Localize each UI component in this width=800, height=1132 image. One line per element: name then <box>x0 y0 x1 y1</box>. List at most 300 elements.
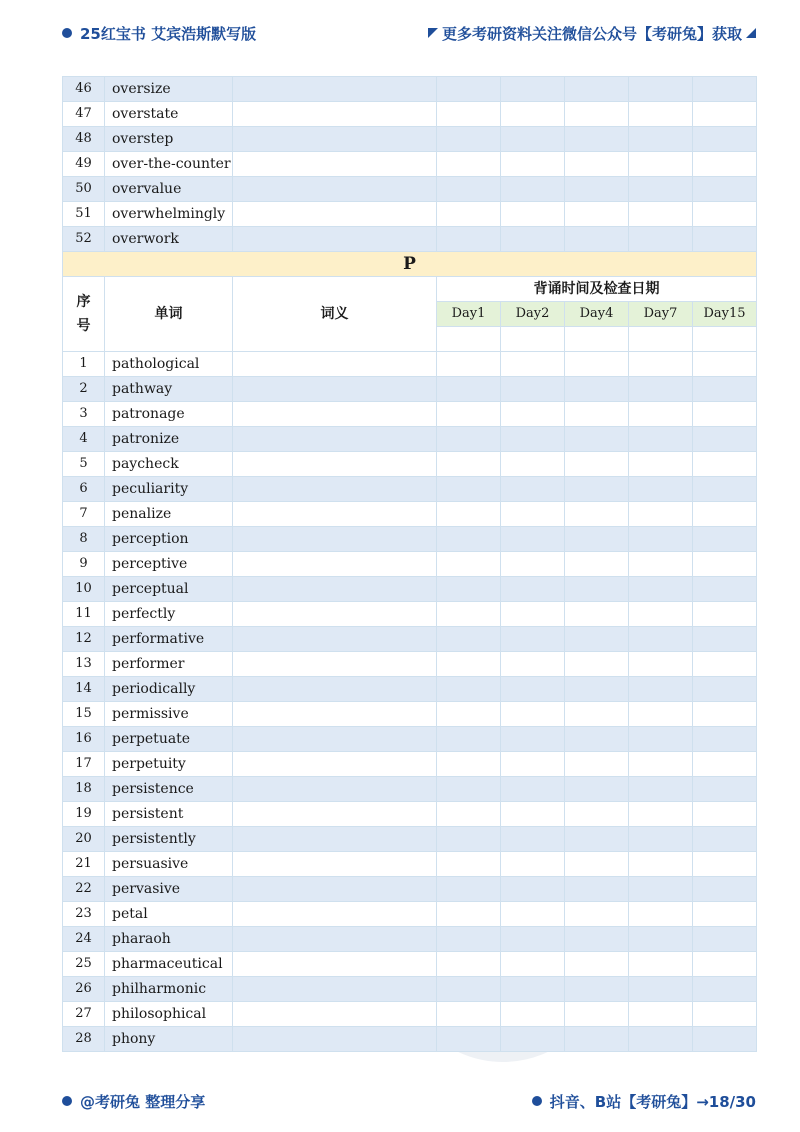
review-cell[interactable] <box>565 452 629 477</box>
review-cell[interactable] <box>693 152 757 177</box>
review-cell[interactable] <box>501 652 565 677</box>
review-cell[interactable] <box>501 502 565 527</box>
meaning-cell[interactable] <box>233 127 437 152</box>
review-cell[interactable] <box>629 627 693 652</box>
header-meaning: 词义 <box>233 277 437 352</box>
review-cell[interactable] <box>437 1027 501 1052</box>
review-cell[interactable] <box>629 1027 693 1052</box>
check-cell <box>565 327 629 352</box>
meaning-cell[interactable] <box>233 727 437 752</box>
row-word: petal <box>105 902 233 927</box>
header-day2: Day2 <box>501 302 565 327</box>
review-cell[interactable] <box>693 802 757 827</box>
row-word: perception <box>105 527 233 552</box>
meaning-cell[interactable] <box>233 227 437 252</box>
column-header-row <box>63 277 757 302</box>
row-number: 9 <box>63 552 105 577</box>
review-cell[interactable] <box>629 152 693 177</box>
review-cell[interactable] <box>437 152 501 177</box>
review-cell[interactable] <box>565 402 629 427</box>
check-cell <box>693 327 757 352</box>
bullet-dot-icon <box>62 1096 72 1106</box>
review-cell[interactable] <box>629 677 693 702</box>
row-number: 13 <box>63 652 105 677</box>
review-cell[interactable] <box>629 1002 693 1027</box>
row-word: performer <box>105 652 233 677</box>
footer-right <box>532 1091 756 1112</box>
meaning-cell[interactable] <box>233 352 437 377</box>
review-cell[interactable] <box>501 1002 565 1027</box>
review-cell[interactable] <box>629 927 693 952</box>
review-cell[interactable] <box>693 177 757 202</box>
table-row <box>63 677 757 702</box>
meaning-cell[interactable] <box>233 77 437 102</box>
review-cell[interactable] <box>693 102 757 127</box>
review-cell[interactable] <box>565 427 629 452</box>
review-cell[interactable] <box>437 427 501 452</box>
row-number: 4 <box>63 427 105 452</box>
review-cell[interactable] <box>565 202 629 227</box>
review-cell[interactable] <box>437 227 501 252</box>
review-cell[interactable] <box>437 502 501 527</box>
table-row <box>63 1027 757 1052</box>
table-row <box>63 127 757 152</box>
review-cell[interactable] <box>693 752 757 777</box>
review-cell[interactable] <box>437 752 501 777</box>
row-word: permissive <box>105 702 233 727</box>
review-cell[interactable] <box>501 702 565 727</box>
row-number: 24 <box>63 927 105 952</box>
row-word: performative <box>105 627 233 652</box>
review-cell[interactable] <box>501 727 565 752</box>
review-cell[interactable] <box>629 102 693 127</box>
review-cell[interactable] <box>565 952 629 977</box>
review-cell[interactable] <box>565 852 629 877</box>
review-cell[interactable] <box>693 1027 757 1052</box>
review-cell[interactable] <box>565 652 629 677</box>
review-cell[interactable] <box>501 927 565 952</box>
row-word: penalize <box>105 502 233 527</box>
row-word: perpetuate <box>105 727 233 752</box>
review-cell[interactable] <box>565 577 629 602</box>
row-word: periodically <box>105 677 233 702</box>
table-body-previous-section <box>63 77 757 252</box>
review-cell[interactable] <box>629 752 693 777</box>
row-word: philosophical <box>105 1002 233 1027</box>
table-row <box>63 777 757 802</box>
table-row <box>63 352 757 377</box>
review-cell[interactable] <box>693 927 757 952</box>
row-word: over-the-counter <box>105 152 233 177</box>
review-cell[interactable] <box>501 177 565 202</box>
row-word: peculiarity <box>105 477 233 502</box>
review-cell[interactable] <box>437 927 501 952</box>
review-cell[interactable] <box>437 902 501 927</box>
row-word: pervasive <box>105 877 233 902</box>
header-promo: 更多考研资料关注微信公众号【考研兔】获取 <box>441 24 742 43</box>
review-cell[interactable] <box>437 852 501 877</box>
review-cell[interactable] <box>693 427 757 452</box>
row-word: perceptive <box>105 552 233 577</box>
review-cell[interactable] <box>629 652 693 677</box>
review-cell[interactable] <box>437 652 501 677</box>
review-cell[interactable] <box>437 177 501 202</box>
row-word: oversize <box>105 77 233 102</box>
header-review-schedule: 背诵时间及检查日期 <box>437 277 757 302</box>
review-cell[interactable] <box>629 877 693 902</box>
review-cell[interactable] <box>565 152 629 177</box>
row-word: paycheck <box>105 452 233 477</box>
table-row <box>63 377 757 402</box>
review-cell[interactable] <box>693 352 757 377</box>
review-cell[interactable] <box>565 752 629 777</box>
review-cell[interactable] <box>629 227 693 252</box>
review-cell[interactable] <box>693 952 757 977</box>
review-cell[interactable] <box>501 202 565 227</box>
review-cell[interactable] <box>501 602 565 627</box>
review-cell[interactable] <box>629 202 693 227</box>
check-cell <box>501 327 565 352</box>
row-word: persistently <box>105 827 233 852</box>
review-cell[interactable] <box>501 852 565 877</box>
review-cell[interactable] <box>501 452 565 477</box>
table-row <box>63 927 757 952</box>
row-number: 12 <box>63 627 105 652</box>
review-cell[interactable] <box>437 802 501 827</box>
review-cell[interactable] <box>437 1002 501 1027</box>
review-cell[interactable] <box>437 77 501 102</box>
meaning-cell[interactable] <box>233 427 437 452</box>
review-cell[interactable] <box>565 77 629 102</box>
review-cell[interactable] <box>693 202 757 227</box>
table-row <box>63 77 757 102</box>
review-cell[interactable] <box>437 352 501 377</box>
review-cell[interactable] <box>693 452 757 477</box>
row-word: phony <box>105 1027 233 1052</box>
review-cell[interactable] <box>693 777 757 802</box>
review-cell[interactable] <box>501 227 565 252</box>
meaning-cell[interactable] <box>233 577 437 602</box>
review-cell[interactable] <box>693 1002 757 1027</box>
meaning-cell[interactable] <box>233 502 437 527</box>
meaning-cell[interactable] <box>233 827 437 852</box>
meaning-cell[interactable] <box>233 802 437 827</box>
review-cell[interactable] <box>437 777 501 802</box>
row-word: perceptual <box>105 577 233 602</box>
meaning-cell[interactable] <box>233 477 437 502</box>
review-cell[interactable] <box>565 777 629 802</box>
review-cell[interactable] <box>501 352 565 377</box>
review-cell[interactable] <box>501 752 565 777</box>
review-cell[interactable] <box>693 377 757 402</box>
review-cell[interactable] <box>693 827 757 852</box>
header-left <box>62 23 256 44</box>
review-cell[interactable] <box>437 377 501 402</box>
review-cell[interactable] <box>629 452 693 477</box>
review-cell[interactable] <box>693 902 757 927</box>
review-cell[interactable] <box>693 77 757 102</box>
row-word: pathway <box>105 377 233 402</box>
meaning-cell[interactable] <box>233 977 437 1002</box>
table-row <box>63 527 757 552</box>
review-cell[interactable] <box>437 402 501 427</box>
meaning-cell[interactable] <box>233 902 437 927</box>
review-cell[interactable] <box>501 127 565 152</box>
review-cell[interactable] <box>693 602 757 627</box>
review-cell[interactable] <box>565 127 629 152</box>
meaning-cell[interactable] <box>233 152 437 177</box>
row-number: 15 <box>63 702 105 727</box>
review-cell[interactable] <box>565 227 629 252</box>
review-cell[interactable] <box>501 902 565 927</box>
review-cell[interactable] <box>437 602 501 627</box>
header-right <box>428 23 756 44</box>
review-cell[interactable] <box>629 77 693 102</box>
review-cell[interactable] <box>565 1002 629 1027</box>
meaning-cell[interactable] <box>233 602 437 627</box>
footer-left <box>62 1091 205 1112</box>
review-cell[interactable] <box>629 577 693 602</box>
meaning-cell[interactable] <box>233 102 437 127</box>
row-word: overwhelmingly <box>105 202 233 227</box>
meaning-cell[interactable] <box>233 677 437 702</box>
review-cell[interactable] <box>501 152 565 177</box>
review-cell[interactable] <box>693 402 757 427</box>
review-cell[interactable] <box>693 877 757 902</box>
row-word: persistence <box>105 777 233 802</box>
review-cell[interactable] <box>693 702 757 727</box>
review-cell[interactable] <box>501 477 565 502</box>
review-cell[interactable] <box>629 602 693 627</box>
review-cell[interactable] <box>565 727 629 752</box>
table-row <box>63 552 757 577</box>
review-cell[interactable] <box>565 602 629 627</box>
review-cell[interactable] <box>693 502 757 527</box>
page-header <box>62 22 756 44</box>
review-cell[interactable] <box>693 977 757 1002</box>
row-number: 28 <box>63 1027 105 1052</box>
page-footer <box>62 1090 756 1112</box>
review-cell[interactable] <box>501 377 565 402</box>
review-cell[interactable] <box>437 702 501 727</box>
review-cell[interactable] <box>437 827 501 852</box>
review-cell[interactable] <box>629 502 693 527</box>
meaning-cell[interactable] <box>233 877 437 902</box>
review-cell[interactable] <box>565 902 629 927</box>
triangle-right-icon <box>746 28 756 38</box>
review-cell[interactable] <box>629 852 693 877</box>
review-cell[interactable] <box>501 827 565 852</box>
table-row <box>63 702 757 727</box>
review-cell[interactable] <box>501 627 565 652</box>
review-cell[interactable] <box>565 477 629 502</box>
review-cell[interactable] <box>693 677 757 702</box>
review-cell[interactable] <box>565 1027 629 1052</box>
review-cell[interactable] <box>565 827 629 852</box>
meaning-cell[interactable] <box>233 202 437 227</box>
meaning-cell[interactable] <box>233 452 437 477</box>
review-cell[interactable] <box>501 102 565 127</box>
row-word: persistent <box>105 802 233 827</box>
review-cell[interactable] <box>629 902 693 927</box>
meaning-cell[interactable] <box>233 752 437 777</box>
table-row <box>63 752 757 777</box>
review-cell[interactable] <box>629 402 693 427</box>
header-title: 25红宝书 艾宾浩斯默写版 <box>80 24 257 43</box>
review-cell[interactable] <box>437 977 501 1002</box>
review-cell[interactable] <box>437 127 501 152</box>
review-cell[interactable] <box>501 77 565 102</box>
review-cell[interactable] <box>693 477 757 502</box>
review-cell[interactable] <box>501 677 565 702</box>
review-cell[interactable] <box>437 577 501 602</box>
row-word: pathological <box>105 352 233 377</box>
row-number: 2 <box>63 377 105 402</box>
review-cell[interactable] <box>565 177 629 202</box>
review-cell[interactable] <box>565 102 629 127</box>
row-word: patronize <box>105 427 233 452</box>
review-cell[interactable] <box>693 227 757 252</box>
meaning-cell[interactable] <box>233 552 437 577</box>
review-cell[interactable] <box>629 827 693 852</box>
check-cell <box>629 327 693 352</box>
meaning-cell[interactable] <box>233 1027 437 1052</box>
review-cell[interactable] <box>565 877 629 902</box>
review-cell[interactable] <box>565 377 629 402</box>
review-cell[interactable] <box>693 527 757 552</box>
meaning-cell[interactable] <box>233 177 437 202</box>
review-cell[interactable] <box>437 952 501 977</box>
meaning-cell[interactable] <box>233 927 437 952</box>
row-number: 19 <box>63 802 105 827</box>
review-cell[interactable] <box>693 552 757 577</box>
meaning-cell[interactable] <box>233 652 437 677</box>
review-cell[interactable] <box>565 552 629 577</box>
row-number: 17 <box>63 752 105 777</box>
review-cell[interactable] <box>501 427 565 452</box>
review-cell[interactable] <box>437 102 501 127</box>
table-row <box>63 627 757 652</box>
header-word: 单词 <box>105 277 233 352</box>
table-row <box>63 102 757 127</box>
review-cell[interactable] <box>693 127 757 152</box>
review-cell[interactable] <box>437 727 501 752</box>
review-cell[interactable] <box>629 527 693 552</box>
review-cell[interactable] <box>629 702 693 727</box>
meaning-cell[interactable] <box>233 777 437 802</box>
review-cell[interactable] <box>693 577 757 602</box>
review-cell[interactable] <box>629 377 693 402</box>
review-cell[interactable] <box>437 202 501 227</box>
row-number: 5 <box>63 452 105 477</box>
review-cell[interactable] <box>437 552 501 577</box>
header-number-char-1: 序 <box>76 294 91 310</box>
review-cell[interactable] <box>629 127 693 152</box>
review-cell[interactable] <box>629 552 693 577</box>
review-cell[interactable] <box>501 1027 565 1052</box>
review-cell[interactable] <box>629 477 693 502</box>
table-row <box>63 602 757 627</box>
review-cell[interactable] <box>693 727 757 752</box>
review-cell[interactable] <box>629 727 693 752</box>
review-cell[interactable] <box>437 877 501 902</box>
review-cell[interactable] <box>501 402 565 427</box>
review-cell[interactable] <box>501 527 565 552</box>
review-cell[interactable] <box>437 527 501 552</box>
meaning-cell[interactable] <box>233 402 437 427</box>
meaning-cell[interactable] <box>233 627 437 652</box>
row-number: 46 <box>63 77 105 102</box>
review-cell[interactable] <box>565 352 629 377</box>
review-cell[interactable] <box>629 977 693 1002</box>
row-number: 10 <box>63 577 105 602</box>
review-cell[interactable] <box>565 977 629 1002</box>
review-cell[interactable] <box>629 427 693 452</box>
row-number: 16 <box>63 727 105 752</box>
row-number: 23 <box>63 902 105 927</box>
check-cell <box>437 327 501 352</box>
meaning-cell[interactable] <box>233 377 437 402</box>
review-cell[interactable] <box>437 627 501 652</box>
review-cell[interactable] <box>565 502 629 527</box>
review-cell[interactable] <box>693 627 757 652</box>
review-cell[interactable] <box>437 677 501 702</box>
review-cell[interactable] <box>629 177 693 202</box>
table-row <box>63 152 757 177</box>
review-cell[interactable] <box>501 802 565 827</box>
review-cell[interactable] <box>565 802 629 827</box>
review-cell[interactable] <box>629 802 693 827</box>
review-cell[interactable] <box>437 477 501 502</box>
review-cell[interactable] <box>565 702 629 727</box>
row-word: overvalue <box>105 177 233 202</box>
review-cell[interactable] <box>437 452 501 477</box>
review-cell[interactable] <box>565 677 629 702</box>
review-cell[interactable] <box>501 977 565 1002</box>
footer-credit: @考研兔 整理分享 <box>80 1092 206 1111</box>
meaning-cell[interactable] <box>233 527 437 552</box>
table-row <box>63 652 757 677</box>
table-row <box>63 952 757 977</box>
review-cell[interactable] <box>693 652 757 677</box>
review-cell[interactable] <box>501 877 565 902</box>
review-cell[interactable] <box>629 352 693 377</box>
review-cell[interactable] <box>693 852 757 877</box>
review-cell[interactable] <box>501 552 565 577</box>
review-cell[interactable] <box>501 777 565 802</box>
table-section-header <box>63 252 757 352</box>
meaning-cell[interactable] <box>233 852 437 877</box>
review-cell[interactable] <box>565 627 629 652</box>
review-cell[interactable] <box>565 927 629 952</box>
row-word: overstate <box>105 102 233 127</box>
table-row <box>63 802 757 827</box>
row-number: 7 <box>63 502 105 527</box>
review-cell[interactable] <box>629 952 693 977</box>
table-row <box>63 877 757 902</box>
meaning-cell[interactable] <box>233 702 437 727</box>
row-number: 52 <box>63 227 105 252</box>
review-cell[interactable] <box>629 777 693 802</box>
meaning-cell[interactable] <box>233 952 437 977</box>
header-number-char-2: 号 <box>76 318 91 334</box>
meaning-cell[interactable] <box>233 1002 437 1027</box>
review-cell[interactable] <box>501 952 565 977</box>
row-number: 49 <box>63 152 105 177</box>
review-cell[interactable] <box>565 527 629 552</box>
row-number: 25 <box>63 952 105 977</box>
review-cell[interactable] <box>501 577 565 602</box>
